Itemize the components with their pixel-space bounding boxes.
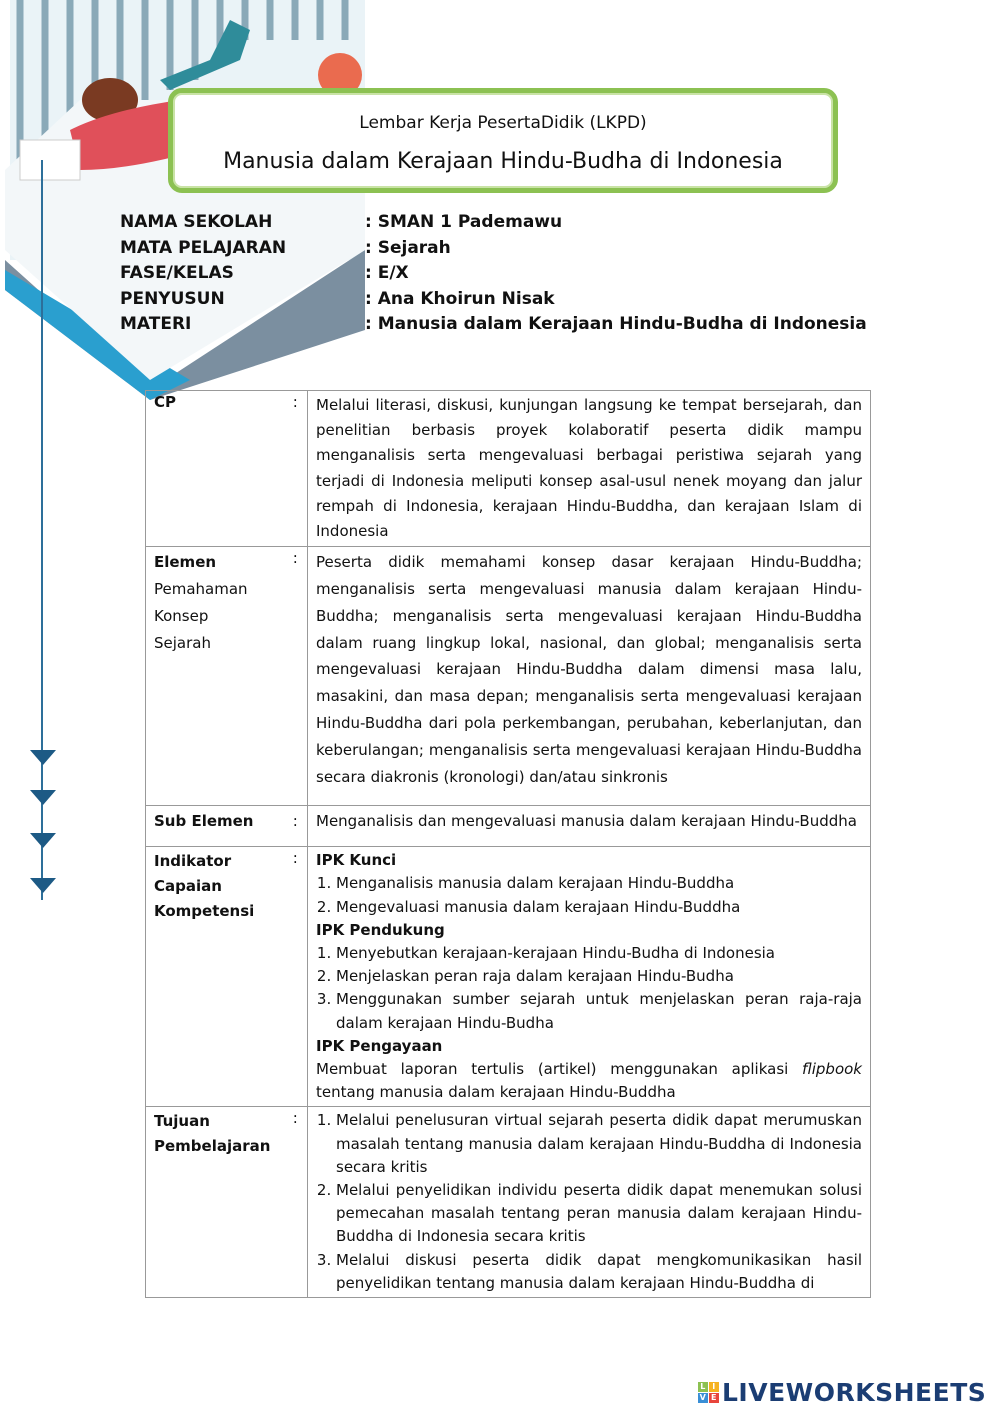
tujuan-content bbox=[308, 1107, 871, 1298]
down-arrow-icon bbox=[30, 878, 56, 893]
indikator-label: Capaian bbox=[154, 877, 222, 896]
indikator-content bbox=[308, 847, 871, 1107]
timeline-line bbox=[41, 160, 43, 900]
meta-value: : SMAN 1 Pademawu bbox=[365, 212, 563, 232]
down-arrow-icon bbox=[30, 790, 56, 805]
ipk-kunci-title: IPK Kunci bbox=[316, 851, 397, 870]
cp-label: CP bbox=[146, 391, 284, 547]
list-item: 1. Melalui penelusuran virtual sejarah peserta didik dapat merumuskan masalah tentang manusia dalam kerajaan Hindu-Buddha di Indonesia secara kritis bbox=[336, 1109, 862, 1179]
ipk-pengayaan-title: IPK Pengayaan bbox=[316, 1036, 443, 1055]
meta-value: : E/X bbox=[365, 263, 409, 284]
list-item: 2. Melalui penyelidikan individu peserta didik dapat menemukan solusi pemecahan masalah tentang peran manusia dalam kerajaan Hindu-Buddha di Indonesia secara kritis bbox=[336, 1179, 862, 1249]
table-row-indikator bbox=[146, 847, 871, 1107]
indikator-label: Indikator bbox=[154, 852, 232, 871]
elemen-sub: Pemahaman bbox=[154, 580, 248, 599]
logo-squares-icon bbox=[698, 1382, 719, 1403]
list-item: 1. Menganalisis manusia dalam kerajaan Hindu-Buddha bbox=[336, 872, 862, 895]
colon: : bbox=[284, 806, 308, 847]
title-box bbox=[168, 88, 838, 193]
learning-table bbox=[145, 390, 871, 1298]
tujuan-label-cell bbox=[146, 1107, 284, 1298]
pengayaan-post: tentang manusia dalam kerajaan Hindu-Buddha bbox=[316, 1083, 676, 1102]
cp-text: Melalui literasi, diskusi, kunjungan langsung ke tempat bersejarah, dan penelitian berbasis proyek kolaboratif peserta didik mampu menganalisis serta mengevaluasi berbagai peristiwa sejarah yang terjadi di Indonesia meliputi konsep asal-usul nenek moyang dan jalur rempah di Indonesia, kerajaan Hindu-Buddha, dan kerajaan Islam di Indonesia bbox=[308, 391, 871, 547]
ipk-pendukung-title: IPK Pendukung bbox=[316, 920, 445, 939]
meta-label: MATA PELAJARAN bbox=[120, 237, 287, 258]
meta-label: FASE/KELAS bbox=[120, 263, 234, 284]
indikator-label: Kompetensi bbox=[154, 902, 255, 921]
meta-label: NAMA SEKOLAH bbox=[120, 212, 273, 232]
elemen-sub: Sejarah bbox=[154, 633, 211, 652]
elemen-text: Peserta didik memahami konsep dasar kerajaan Hindu-Buddha; menganalisis serta mengevaluasi manusia dalam kerajaan Hindu-Buddha; menganalisis serta mengevaluasi kerajaan Hindu-Buddha dalam ruang lingkup lokal, nasional, dan global; menganalisis serta mengevaluasi kerajaan Hindu-Buddha dalam dimensi masa lalu, masakini, dan masa depan; menganalisis serta mengevaluasi kerajaan Hindu-Buddha dari pola perkembangan, perubahan, keberlanjutan, dan keberulangan; menganalisis serta mengevaluasi kerajaan Hindu-Buddha secara diakronis (kronologi) dan/atau sinkronis bbox=[308, 547, 871, 806]
elemen-label-cell bbox=[146, 547, 284, 806]
table-row-sub-elemen bbox=[146, 806, 871, 847]
down-arrow-icon bbox=[30, 750, 56, 765]
logo-letter: V bbox=[699, 1393, 707, 1402]
liveworksheets-logo bbox=[698, 1378, 986, 1407]
table-row-cp bbox=[146, 391, 871, 547]
tujuan-label: Pembelajaran bbox=[154, 1137, 271, 1156]
down-arrow-icon bbox=[30, 833, 56, 848]
sub-elemen-text: Menganalisis dan mengevaluasi manusia dalam kerajaan Hindu-Buddha bbox=[308, 806, 871, 847]
meta-row bbox=[120, 236, 867, 262]
logo-letter: L bbox=[698, 1382, 708, 1392]
meta-row bbox=[120, 261, 867, 287]
logo-letter: I bbox=[709, 1382, 719, 1392]
worksheet-title: Manusia dalam Kerajaan Hindu-Budha di Indonesia bbox=[223, 149, 783, 174]
list-item: 1. Menyebutkan kerajaan-kerajaan Hindu-Budha di Indonesia bbox=[336, 942, 862, 965]
meta-value: : Manusia dalam Kerajaan Hindu-Budha di Indonesia bbox=[365, 314, 867, 335]
identity-section bbox=[120, 210, 867, 338]
bed-illustration bbox=[0, 0, 370, 400]
pengayaan-text bbox=[316, 1058, 862, 1104]
meta-label: PENYUSUN bbox=[120, 288, 225, 309]
logo-letter: E bbox=[709, 1393, 719, 1403]
indikator-label-cell bbox=[146, 847, 284, 1107]
worksheet-subtitle: Lembar Kerja PesertaDidik (LKPD) bbox=[359, 113, 647, 133]
list-item: 2. Menjelaskan peran raja dalam kerajaan Hindu-Budha bbox=[336, 965, 862, 988]
meta-value: : Sejarah bbox=[365, 237, 451, 258]
pengayaan-em: flipbook bbox=[802, 1060, 862, 1079]
meta-row bbox=[120, 287, 867, 313]
meta-value: : Ana Khoirun Nisak bbox=[365, 288, 555, 309]
colon: : bbox=[284, 547, 308, 806]
pengayaan-pre: Membuat laporan tertulis (artikel) menggunakan aplikasi bbox=[316, 1060, 803, 1079]
list-item: 3. Menggunakan sumber sejarah untuk menjelaskan peran raja-raja dalam kerajaan Hindu-Budha bbox=[336, 988, 862, 1034]
meta-row bbox=[120, 210, 867, 236]
sub-elemen-label: Sub Elemen bbox=[146, 806, 284, 847]
table-row-elemen bbox=[146, 547, 871, 806]
meta-row bbox=[120, 312, 867, 338]
list-item: 3. Melalui diskusi peserta didik dapat mengkomunikasikan hasil penyelidikan tentang manusia dalam kerajaan Hindu-Buddha di bbox=[336, 1249, 862, 1295]
list-item: 2. Mengevaluasi manusia dalam kerajaan Hindu-Buddha bbox=[336, 896, 862, 919]
elemen-sub: Konsep bbox=[154, 606, 209, 625]
logo-text: LIVEWORKSHEETS bbox=[722, 1378, 987, 1407]
meta-label: MATERI bbox=[120, 314, 192, 335]
colon: : bbox=[284, 391, 308, 547]
colon: : bbox=[284, 847, 308, 1107]
elemen-label: Elemen bbox=[154, 553, 217, 572]
tujuan-label: Tujuan bbox=[154, 1112, 210, 1131]
table-row-tujuan bbox=[146, 1107, 871, 1298]
colon: : bbox=[284, 1107, 308, 1298]
